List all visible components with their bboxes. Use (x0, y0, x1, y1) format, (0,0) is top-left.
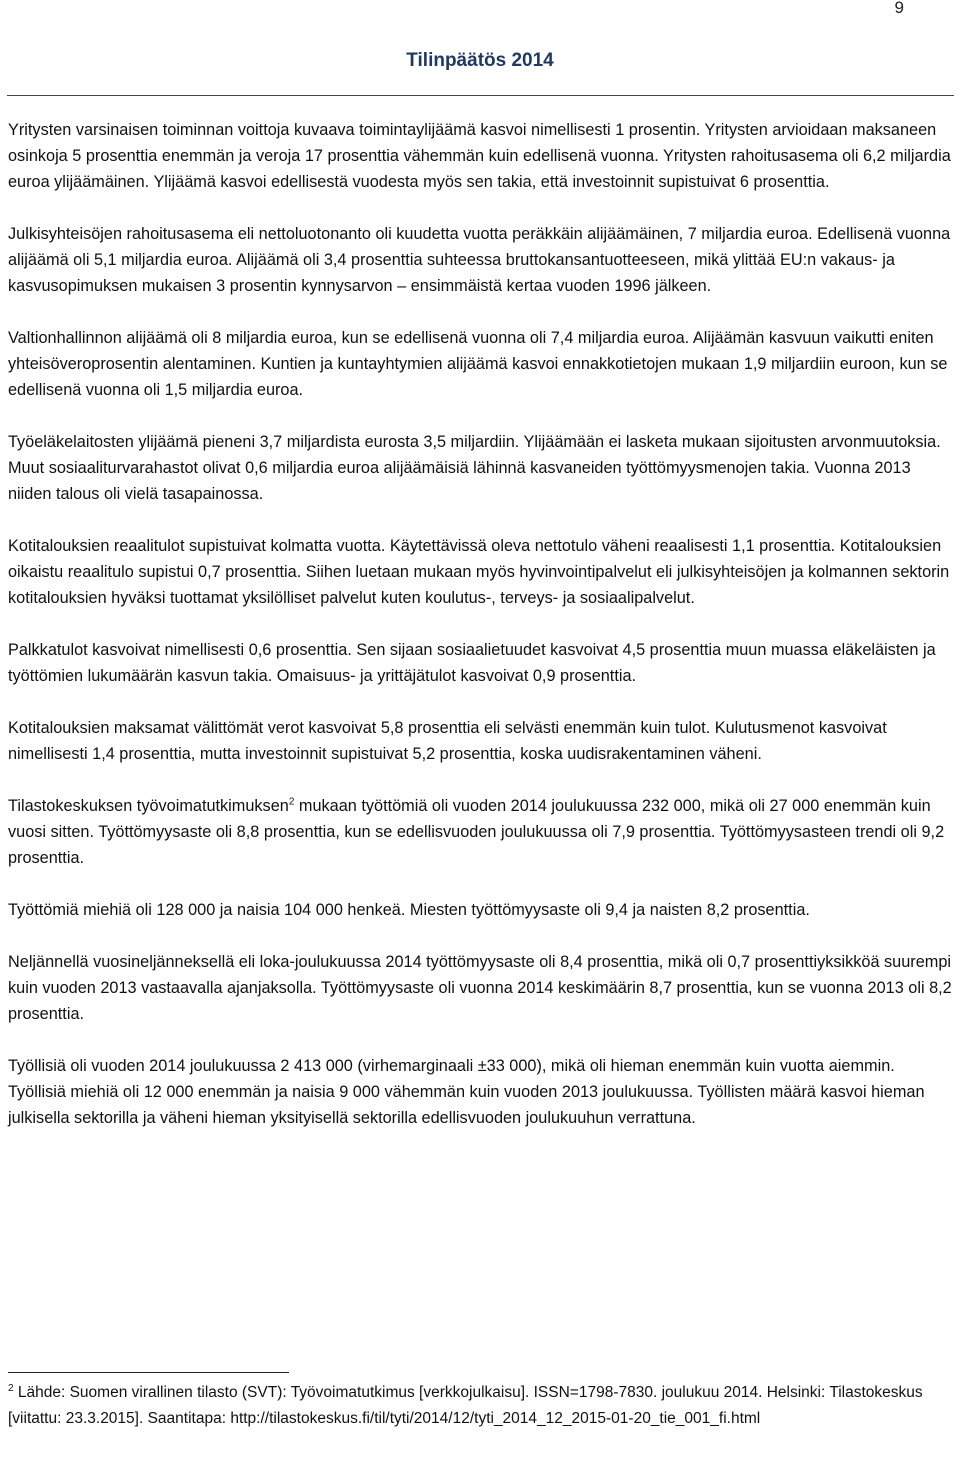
sentence: Kotitalouksien maksamat välittömät verot kasvoivat 5,8 prosenttia eli selvästi enemmän kuin tulot. (8, 719, 711, 737)
footnote-marker: 2 (8, 1382, 14, 1394)
sentence: Yritysten rahoitusasema oli 6,2 miljardia euroa ylijäämäinen. (8, 147, 951, 191)
sentence: Kotitalouksien reaalitulot supistuivat kolmatta vuotta. (8, 537, 386, 555)
sentence: Työeläkelaitosten ylijäämä pieneni 3,7 miljardista eurosta 3,5 miljardiin. (8, 433, 520, 451)
page-number: 9 (894, 0, 904, 17)
paragraph (8, 221, 952, 299)
footnote-divider (8, 1372, 289, 1373)
paragraph (8, 637, 952, 689)
sentence: Kuntien ja kuntayhtymien alijäämä kasvoi ennakkotietojen mukaan 1,9 miljardiin euroon, kun se edellisenä vuonna oli 1,5 miljardia euroa. (8, 355, 948, 399)
sentence: Sen sijaan sosiaalietuudet kasvoivat 4,5 prosenttia muun muassa eläkeläisten ja työttömien lukumäärän kasvun takia. (8, 641, 936, 685)
paragraph (8, 429, 952, 507)
sentence: Kulutusmenot kasvoivat nimellisesti 1,4 prosenttia, mutta investoinnit supistuivat 5,2 prosenttia, koska uudisrakentaminen väheni. (8, 719, 887, 763)
sentence: Käytettävissä oleva nettotulo väheni reaalisesti 1,1 prosenttia. (389, 537, 836, 555)
footnote-reference[interactable]: 2 (288, 796, 295, 808)
page-header (0, 50, 960, 72)
sentence: Työttömyysaste oli vuonna 2014 keskimäärin 8,7 prosenttia, kun se vuonna 2013 oli 8,2 prosenttia. (8, 979, 952, 1023)
paragraph-lead: Tilastokeskuksen työvoimatutkimuksen (8, 797, 289, 815)
paragraph (8, 793, 952, 871)
sentence: Yritysten arvioidaan maksaneen osinkoja 5 prosenttia enemmän ja veroja 17 prosenttia vähemmän kuin edellisenä vuonna. (8, 121, 937, 165)
sentence: Työllisten määrä kasvoi hieman julkisella sektorilla ja väheni hieman yksityisellä sektorilla edellisvuoden joulukuuhun verrattuna. (8, 1083, 925, 1127)
sentence: Miesten työttömyysaste oli 9,4 ja naisten 8,2 prosenttia. (409, 901, 810, 919)
sentence: Palkkatulot kasvoivat nimellisesti 0,6 prosenttia. (8, 641, 352, 659)
sentence: Julkisyhteisöjen rahoitusasema eli nettoluotonanto oli kuudetta vuotta peräkkäin alijäämäinen, 7 miljardia euroa. (8, 225, 813, 243)
sentence: Neljännellä vuosineljänneksellä eli loka-joulukuussa 2014 työttömyysaste oli 8,4 prosenttia, mikä oli 0,7 prosenttiyksikköä suurempi kuin vuoden 2013 vastaavalla ajanjaksolla. (8, 953, 952, 997)
sentence: Omaisuus- ja yrittäjätulot kasvoivat 0,9 prosenttia. (276, 667, 637, 685)
header-divider (7, 95, 954, 96)
sentence: Työllisiä oli vuoden 2014 joulukuussa 2 413 000 (virhemarginaali ±33 000), mikä oli hieman enemmän kuin vuotta aiemmin. (8, 1057, 895, 1075)
sentence: Kotitalouksien oikaistu reaalitulo supistui 0,7 prosenttia. (8, 537, 942, 581)
sentence: Muut sosiaaliturvarahastot olivat 0,6 miljardia euroa alijäämäisiä lähinnä kasvaneiden työttömyysmenojen takia. (8, 459, 810, 477)
sentence: mukaan työttömiä oli vuoden 2014 joulukuussa 232 000, mikä oli 27 000 enemmän kuin vuosi sitten. (8, 797, 931, 841)
paragraph (8, 325, 952, 403)
document-body (8, 117, 952, 1157)
paragraph (8, 715, 952, 767)
sentence: Siihen luetaan mukaan myös hyvinvointipalvelut eli julkisyhteisöjen ja kolmannen sektorin kotitalouksien hyväksi tuottamat yksilölliset palvelut kuten koulutus-, terveys- ja sosiaalipalvelut. (8, 563, 950, 607)
sentence: Työttömyysaste oli 8,8 prosenttia, kun se edellisvuoden joulukuussa oli 7,9 prosenttia. (98, 823, 716, 841)
paragraph (8, 117, 952, 195)
footnote (8, 1380, 952, 1432)
sentence: Alijäämä oli 3,4 prosenttia suhteessa bruttokansantuotteeseen, mikä ylittää EU:n vakaus- ja kasvusopimuksen mukaisen 3 prosentin kynnysarvon – ensimmäistä kertaa vuoden 1996 jälkeen. (8, 251, 895, 295)
sentence: Edellisenä vuonna alijäämä oli 5,1 miljardia euroa. (8, 225, 951, 269)
sentence: Ylijäämään ei lasketa mukaan sijoitusten arvonmuutoksia. (523, 433, 941, 451)
page-title: Tilinpäätös 2014 (406, 50, 554, 71)
paragraph (8, 533, 952, 611)
sentence: Yritysten varsinaisen toiminnan voittoja kuvaava toimintaylijäämä kasvoi nimellisesti 1 prosentin. (8, 121, 701, 139)
paragraph (8, 897, 952, 923)
sentence: Työttömyysasteen trendi oli 9,2 prosenttia. (8, 823, 945, 867)
paragraph (8, 1053, 952, 1131)
sentence: Työttömiä miehiä oli 128 000 ja naisia 104 000 henkeä. (8, 901, 406, 919)
paragraph (8, 949, 952, 1027)
sentence: Ylijäämä kasvoi edellisestä vuodesta myös sen takia, että investoinnit supistuivat 6 prosenttia. (153, 173, 830, 191)
sentence: Alijäämän kasvuun vaikutti eniten yhteisöveroprosentin alentaminen. (8, 329, 934, 373)
footnote-text: Lähde: Suomen virallinen tilasto (SVT): Työvoimatutkimus [verkkojulkaisu]. ISSN=1798-7830. joulukuu 2014. Helsinki: Tilastokeskus [viitattu: 23.3.2015]. Saantitapa: http://tilastokeskus.fi/til/tyti/2014/12/tyti_2014_12_2015-01-20_tie_001_fi.html (8, 1384, 923, 1427)
sentence: Vuonna 2013 niiden talous oli vielä tasapainossa. (8, 459, 911, 503)
sentence: Valtionhallinnon alijäämä oli 8 miljardia euroa, kun se edellisenä vuonna oli 7,4 miljardia euroa. (8, 329, 690, 347)
sentence: Työllisiä miehiä oli 12 000 enemmän ja naisia 9 000 vähemmän kuin vuoden 2013 joulukuussa. (8, 1083, 694, 1101)
